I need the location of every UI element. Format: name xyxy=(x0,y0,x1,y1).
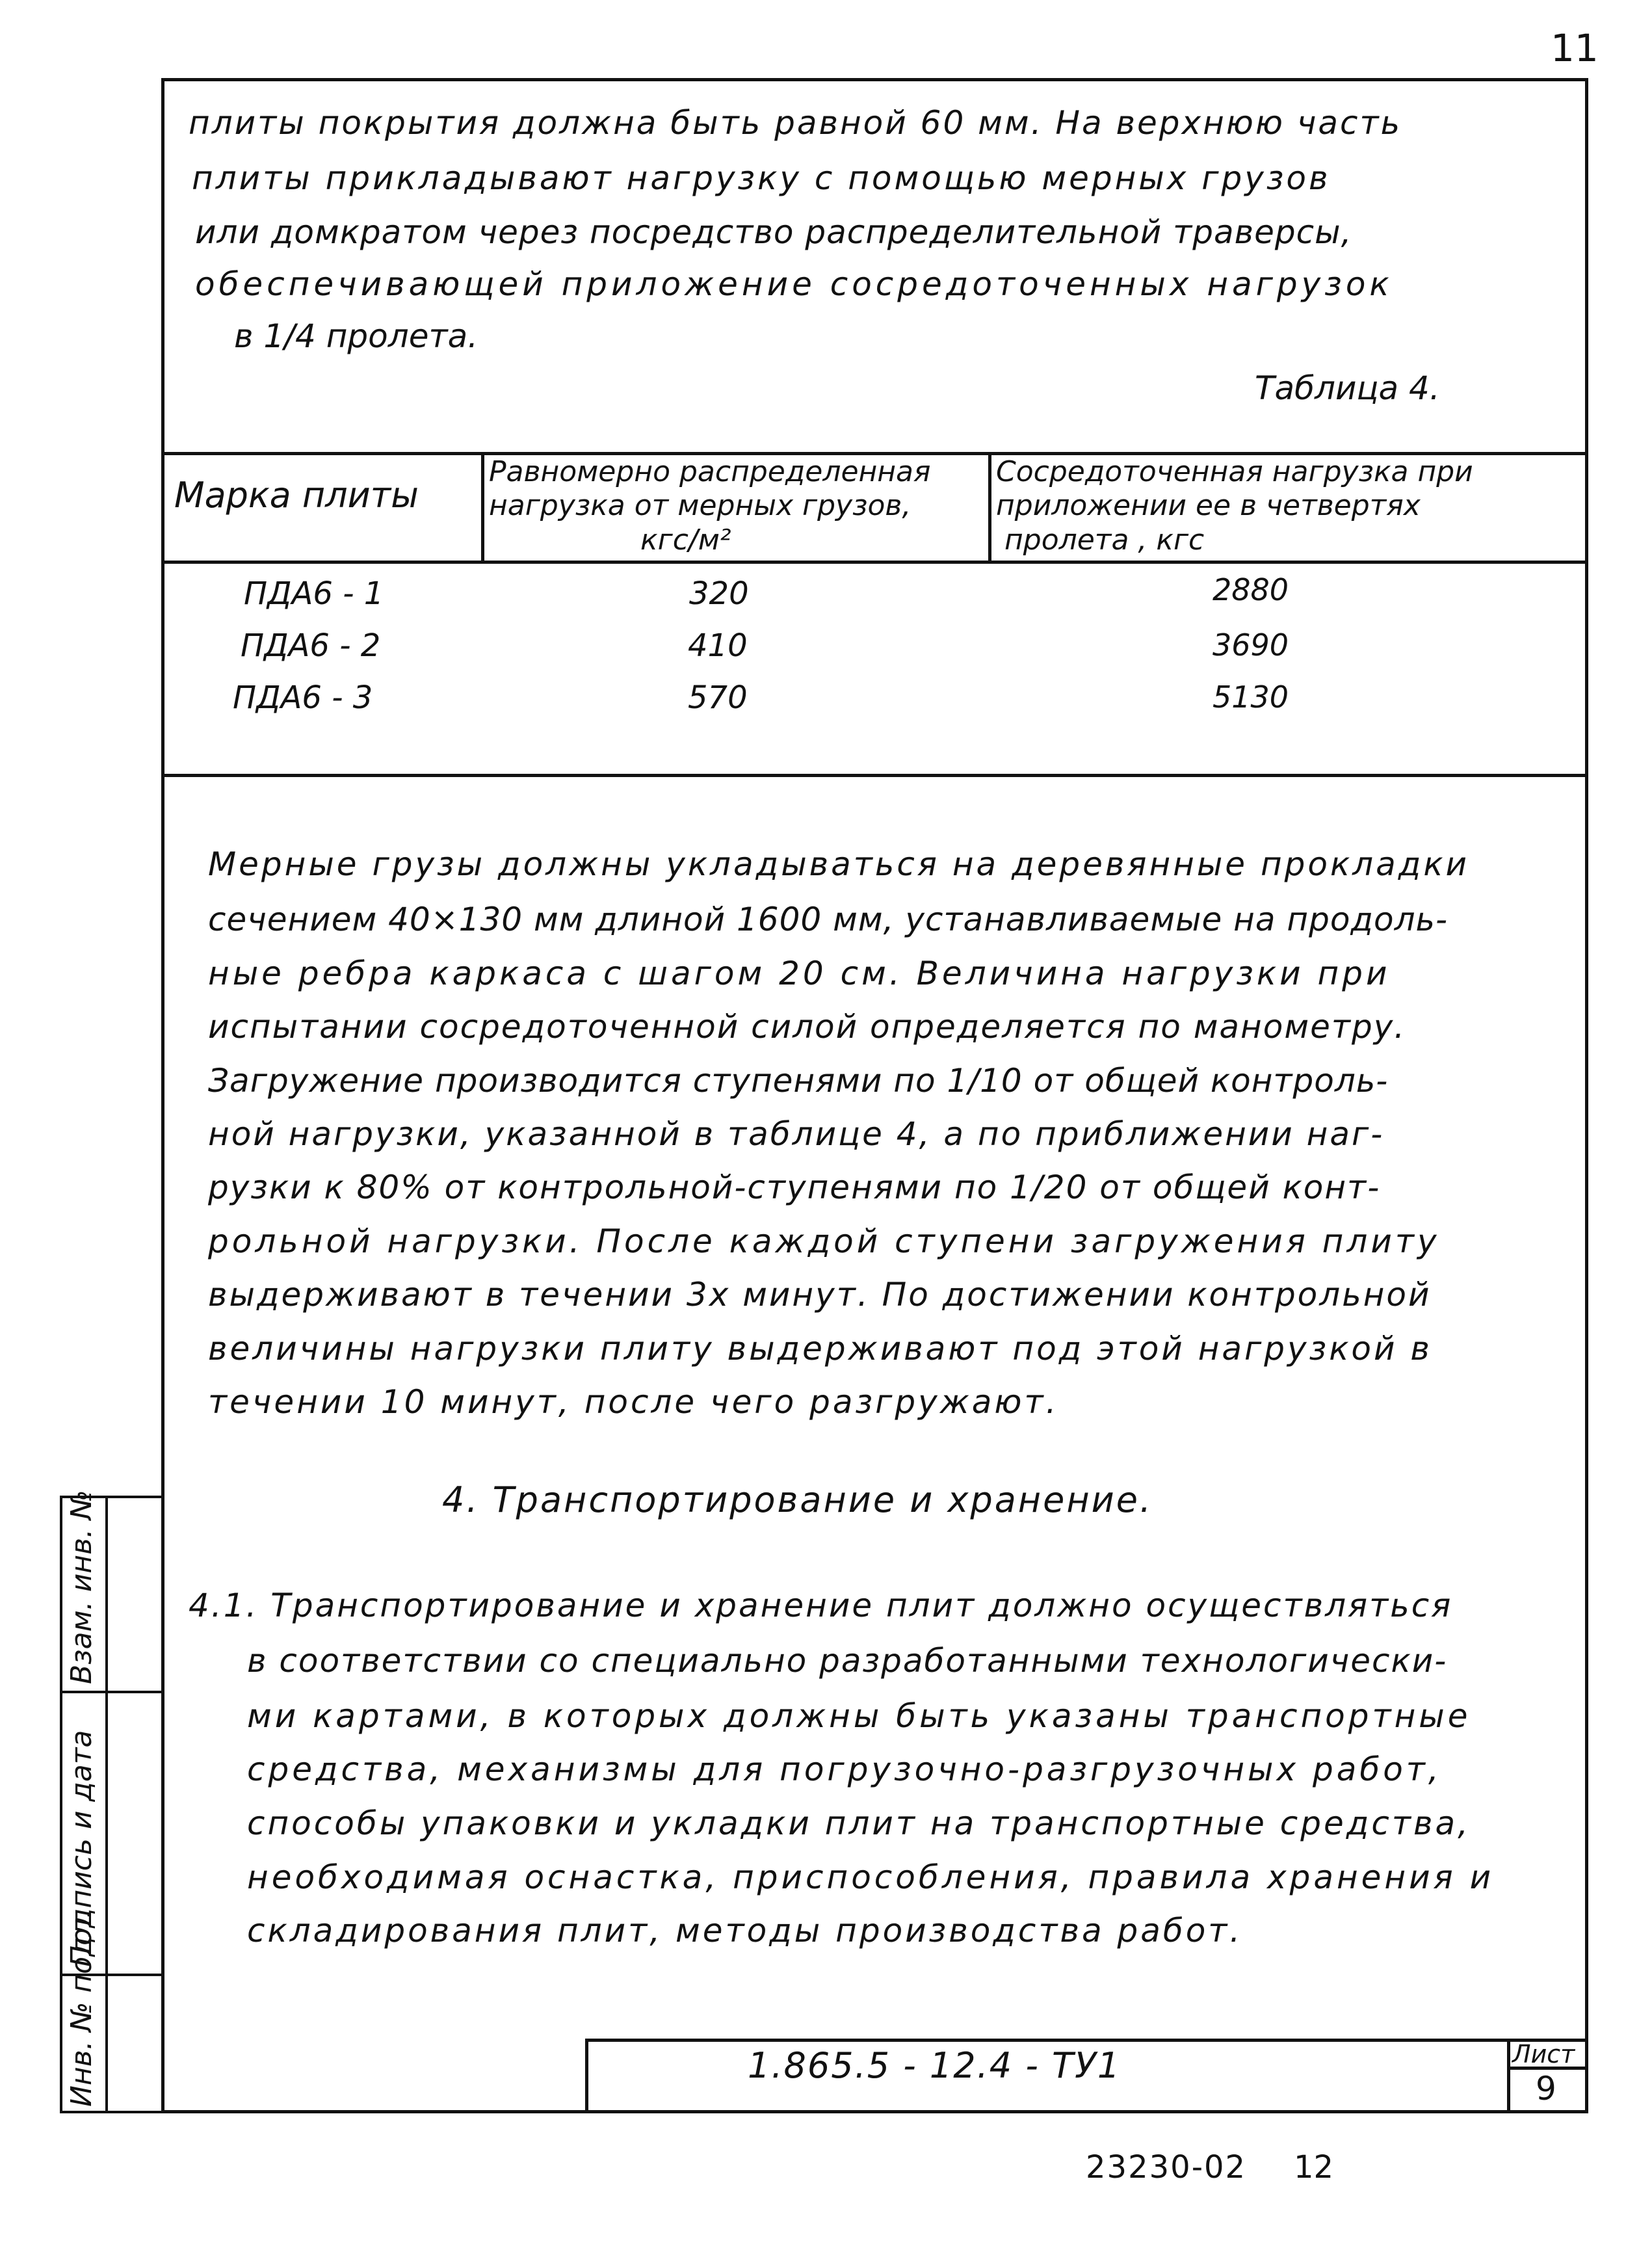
body-line: ные ребра каркаса с шагом 20 см. Величина нагрузки при xyxy=(208,955,1391,992)
section-heading: 4. Транспортирование и хранение. xyxy=(442,1479,1153,1520)
table-caption: Таблица 4. xyxy=(1255,369,1440,407)
body-line: испытании сосредоточенной силой определяется по манометру. xyxy=(208,1008,1406,1046)
section-line: в соответствии со специально разработанными технологически- xyxy=(247,1642,1448,1680)
section-line: способы упаковки и укладки плит на транспортные средства, xyxy=(247,1804,1471,1842)
cell-uniform: 410 xyxy=(688,628,748,664)
header-uniform-line: кгс/м² xyxy=(640,523,731,557)
title-block-sheet-rule xyxy=(1507,2039,1510,2113)
side-label-replacement: Взам. инв. № xyxy=(65,1490,98,1684)
cell-concentrated: 3690 xyxy=(1213,628,1289,663)
table-bottom-rule xyxy=(161,774,1588,777)
section-line: ми картами, в которых должны быть указаны транспортные xyxy=(247,1697,1471,1735)
header-uniform-line: нагрузка от мерных грузов, xyxy=(489,489,911,522)
title-block-left-rule xyxy=(585,2039,588,2113)
header-concentrated-line: пролета , кгс xyxy=(1004,523,1205,557)
footer-code: 23230-02 xyxy=(1086,2149,1247,2186)
doc-code: 1.865.5 - 12.4 - ТУ1 xyxy=(748,2045,1121,2086)
section-line: необходимая оснастка, приспособления, правила хранения и xyxy=(247,1858,1495,1896)
sheet-label: Лист xyxy=(1512,2040,1575,2068)
table-col-divider-2 xyxy=(988,452,991,562)
header-concentrated-line: приложении ее в четвертях xyxy=(996,489,1421,522)
header-concentrated-line: Сосредоточенная нагрузка при xyxy=(996,455,1473,488)
intro-line: обеспечивающей приложение сосредоточенных нагрузок xyxy=(195,265,1393,303)
body-line: Мерные грузы должны укладываться на деревянные прокладки xyxy=(208,845,1470,883)
section-line: средства, механизмы для погрузочно-разгрузочных работ, xyxy=(247,1751,1442,1788)
page-number-top: 11 xyxy=(1551,26,1599,70)
cell-mark: ПДА6 - 2 xyxy=(241,628,381,664)
cell-concentrated: 5130 xyxy=(1213,680,1289,715)
cell-uniform: 570 xyxy=(688,680,748,716)
section-line: 4.1. Транспортирование и хранение плит должно осуществляться xyxy=(189,1587,1453,1624)
table-col-divider-1 xyxy=(481,452,484,562)
intro-line: плиты прикладывают нагрузку с помощью мерных грузов xyxy=(192,159,1331,197)
table-header-rule xyxy=(161,561,1588,564)
body-line: Загружение производится ступенями по 1/10 от общей контроль- xyxy=(208,1062,1389,1100)
body-line: течении 10 минут, после чего разгружают. xyxy=(208,1383,1059,1421)
body-line: ной нагрузки, указанной в таблице 4, а по приближении наг- xyxy=(208,1115,1385,1153)
title-block-top-rule xyxy=(585,2039,1588,2042)
side-stamp-row-rule xyxy=(60,1691,164,1693)
cell-mark: ПДА6 - 3 xyxy=(233,680,373,716)
side-stamp-divider xyxy=(105,1496,108,2113)
side-label-signature: Подпись и дата xyxy=(65,1730,98,1967)
header-mark: Марка плиты xyxy=(174,475,419,516)
sheet-number: 9 xyxy=(1536,2070,1556,2107)
cell-mark: ПДА6 - 1 xyxy=(244,575,384,612)
body-line: выдерживают в течении 3х минут. По достижении контрольной xyxy=(208,1276,1432,1314)
intro-line: или домкратом через посредство распределительной траверсы, xyxy=(195,213,1352,251)
body-line: величины нагрузки плиту выдерживают под этой нагрузкой в xyxy=(208,1330,1432,1367)
body-line: рузки к 80% от контрольной-ступенями по 1/20 от общей конт- xyxy=(208,1169,1381,1206)
cell-uniform: 320 xyxy=(689,575,749,612)
body-line: рольной нагрузки. После каждой ступени загружения плиту xyxy=(208,1222,1440,1260)
cell-concentrated: 2880 xyxy=(1213,572,1289,607)
footer-page: 12 xyxy=(1294,2149,1334,2186)
section-line: складирования плит, методы производства работ. xyxy=(247,1912,1243,1949)
intro-line: плиты покрытия должна быть равной 60 мм. На верхнюю часть xyxy=(189,104,1402,142)
side-label-inventory: Инв. № подл. xyxy=(65,1909,98,2107)
intro-line: в 1/4 пролета. xyxy=(234,317,479,355)
header-uniform-line: Равномерно распределенная xyxy=(489,455,931,488)
body-line: сечением 40×130 мм длиной 1600 мм, устанавливаемые на продоль- xyxy=(208,901,1449,938)
